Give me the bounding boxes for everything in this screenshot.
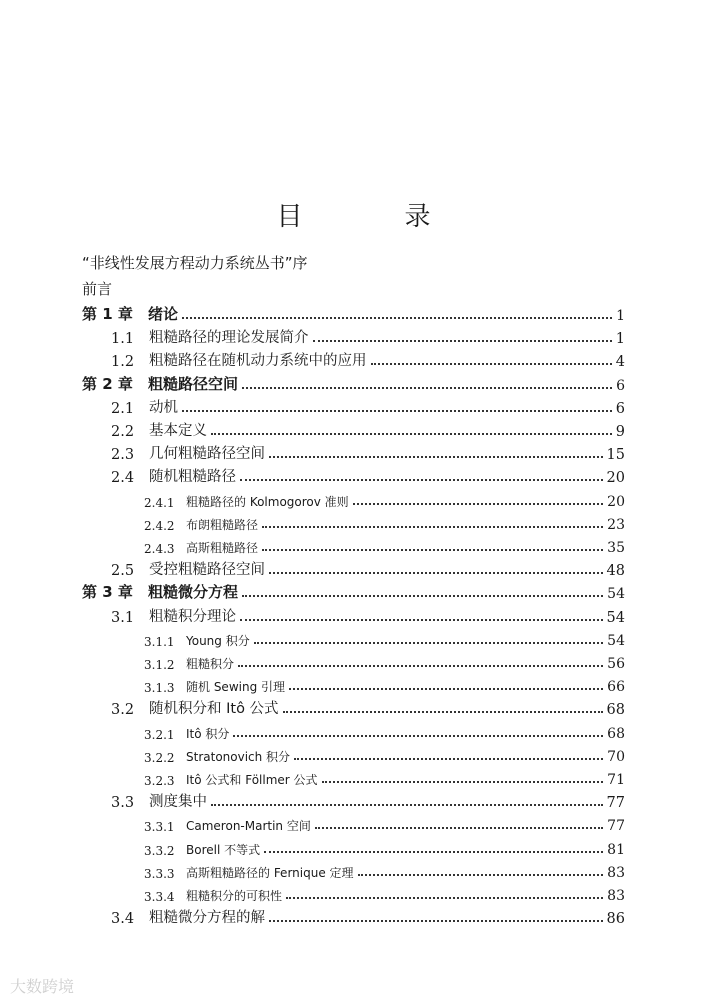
dot-leader bbox=[264, 850, 603, 853]
dot-leader bbox=[238, 664, 603, 667]
dot-leader bbox=[240, 478, 603, 481]
toc-entry-title: 测度集中 bbox=[149, 794, 207, 811]
toc-entry-sub[interactable] bbox=[0, 488, 625, 510]
toc-entry-page-number: 54 bbox=[607, 586, 625, 603]
toc-entry-title: Borell 不等式 bbox=[186, 842, 261, 857]
toc-entry-number: 2.4.1 bbox=[144, 495, 175, 510]
toc-entry-page-number: 6 bbox=[616, 377, 625, 394]
toc-entry-number: 3.1.1 bbox=[144, 634, 175, 649]
toc-entry-title: 高斯粗糙路径的 Fernique 定理 bbox=[186, 865, 354, 880]
toc-entry-title: 粗糙积分的可积性 bbox=[186, 889, 283, 903]
dot-leader bbox=[353, 502, 603, 505]
toc-entry-number: 3.1.3 bbox=[144, 681, 175, 696]
toc-entry-number: 3.1 bbox=[111, 609, 135, 626]
toc-entry-page-number: 77 bbox=[606, 795, 625, 812]
dot-leader bbox=[313, 339, 612, 342]
toc-entry-title: 粗糙微分方程的解 bbox=[149, 910, 265, 927]
toc-entry-sub[interactable] bbox=[0, 673, 625, 695]
dot-leader bbox=[289, 687, 603, 690]
toc-entry-sub[interactable] bbox=[0, 534, 625, 556]
dot-leader bbox=[262, 525, 603, 528]
toc-entry-number: 2.5 bbox=[111, 563, 135, 580]
toc-entry-number: 2.4.2 bbox=[144, 518, 175, 533]
toc-entry-page-number: 1 bbox=[616, 308, 625, 324]
toc-entry-sub[interactable] bbox=[0, 836, 625, 858]
toc-entry-sub[interactable] bbox=[0, 720, 625, 742]
toc-entry-title: 随机粗糙路径 bbox=[149, 469, 236, 486]
toc-entry-page-number: 35 bbox=[607, 540, 625, 556]
toc-entry-page-number: 86 bbox=[606, 911, 625, 928]
dot-leader bbox=[254, 641, 603, 644]
toc-entry-number: 2.2 bbox=[111, 424, 135, 440]
dot-leader bbox=[294, 757, 603, 760]
toc-entry-title: 几何粗糙路径空间 bbox=[149, 446, 265, 463]
toc-entry-number: 2.4.3 bbox=[144, 542, 175, 556]
toc-entry-page-number: 77 bbox=[607, 818, 625, 835]
toc-entry-page-number: 66 bbox=[607, 679, 625, 696]
toc-entry-number: 2.3 bbox=[111, 447, 135, 464]
toc-entry-number: 2.4 bbox=[111, 470, 135, 487]
dot-leader bbox=[262, 548, 603, 551]
toc-entry-number: 3.3.4 bbox=[144, 890, 175, 904]
dot-leader bbox=[286, 896, 603, 899]
toc-entry-sub[interactable] bbox=[0, 812, 625, 834]
dot-leader bbox=[242, 386, 612, 389]
toc-entry-number: 3.2.1 bbox=[144, 727, 175, 742]
toc-entry-section[interactable] bbox=[0, 557, 625, 579]
toc-entry-number: 3.2.2 bbox=[144, 750, 175, 765]
toc-entry-number: 3.1.2 bbox=[144, 658, 175, 672]
dot-leader bbox=[269, 455, 603, 458]
dot-leader bbox=[240, 618, 603, 621]
dot-leader bbox=[242, 594, 603, 597]
toc-entry-title: Itô 积分 bbox=[186, 726, 230, 741]
toc-entry-sub[interactable] bbox=[0, 882, 625, 904]
dot-leader bbox=[358, 873, 604, 876]
toc-entry-title: 粗糙微分方程 bbox=[148, 583, 239, 602]
toc-entry-page-number: 83 bbox=[607, 864, 625, 881]
toc-entry-page-number: 71 bbox=[607, 772, 625, 788]
toc-entry-sub[interactable] bbox=[0, 511, 625, 533]
toc-entry-chapter[interactable] bbox=[0, 372, 625, 394]
toc-entry-page-number: 48 bbox=[606, 563, 625, 580]
toc-entry-page-number: 70 bbox=[607, 748, 625, 765]
toc-entry-title: 粗糙路径空间 bbox=[148, 374, 239, 393]
toc-entry-section[interactable] bbox=[0, 696, 625, 718]
toc-entry-title: 随机 Sewing 引理 bbox=[186, 680, 286, 695]
toc-entry-title: 粗糙积分理论 bbox=[149, 608, 236, 625]
toc-entry-number: 第 3 章 bbox=[82, 583, 133, 602]
toc-entry-title: Cameron-Martin 空间 bbox=[186, 819, 311, 834]
toc-entry-number: 第 1 章 bbox=[82, 305, 133, 323]
toc-entry-number: 3.4 bbox=[111, 911, 135, 928]
toc-entry-number: 3.2 bbox=[111, 702, 135, 719]
toc-entry-sub[interactable] bbox=[0, 743, 625, 765]
dot-leader bbox=[211, 432, 612, 435]
toc-entry-title: 高斯粗糙路径 bbox=[186, 541, 259, 555]
dot-leader bbox=[322, 780, 604, 783]
toc-entry-section[interactable] bbox=[0, 441, 625, 463]
toc-entry-title: Itô 公式和 Föllmer 公式 bbox=[186, 773, 318, 787]
toc-entry-number: 3.3.2 bbox=[144, 843, 175, 858]
toc-entry-page-number: 20 bbox=[606, 470, 625, 487]
toc-entry-sub[interactable] bbox=[0, 766, 625, 788]
dot-leader bbox=[269, 919, 603, 922]
toc-entry-section[interactable] bbox=[0, 464, 625, 486]
toc-entry-title: 粗糙路径的 Kolmogorov 准则 bbox=[186, 494, 349, 509]
page-title: 目 录 bbox=[276, 202, 469, 232]
toc-entry-title: 布朗粗糙路径 bbox=[186, 517, 259, 532]
dot-leader bbox=[182, 409, 612, 412]
toc-entry-number: 3.2.3 bbox=[144, 774, 175, 788]
toc-entry-section[interactable] bbox=[0, 325, 625, 347]
toc-entry-number: 3.3 bbox=[111, 795, 135, 812]
toc-entry-page-number: 6 bbox=[615, 400, 625, 417]
toc-entry-section[interactable] bbox=[0, 905, 625, 927]
toc-entry-page-number: 68 bbox=[606, 702, 625, 719]
toc-entry-number: 1.2 bbox=[111, 354, 135, 371]
toc-entry-title: 基本定义 bbox=[149, 423, 207, 439]
toc-entry-section[interactable] bbox=[0, 348, 625, 370]
toc-entry-section[interactable] bbox=[0, 604, 625, 626]
toc-entry-section[interactable] bbox=[0, 395, 625, 417]
toc-entry-sub[interactable] bbox=[0, 627, 625, 649]
watermark: 大数跨境 bbox=[10, 977, 75, 996]
toc-entry-sub[interactable] bbox=[0, 859, 625, 881]
toc-entry-page-number: 4 bbox=[615, 354, 625, 371]
dot-leader bbox=[371, 362, 612, 365]
toc-entry-page-number: 83 bbox=[607, 888, 625, 904]
toc-entry-number: 2.1 bbox=[111, 400, 135, 417]
dot-leader bbox=[269, 571, 603, 574]
toc-entry-sub[interactable] bbox=[0, 650, 625, 672]
toc-entry-page-number: 15 bbox=[606, 447, 625, 464]
toc-entry-page-number: 1 bbox=[615, 331, 625, 348]
toc-entry-page-number: 56 bbox=[607, 656, 625, 672]
preface-entry[interactable]: 前言 bbox=[82, 280, 113, 298]
toc-entry-page-number: 9 bbox=[615, 424, 625, 440]
toc-entry-title: Stratonovich 积分 bbox=[186, 749, 291, 764]
toc-entry-title: 粗糙积分 bbox=[186, 657, 235, 671]
toc-entry-page-number: 68 bbox=[607, 725, 625, 742]
toc-entry-title: 随机积分和 Itô 公式 bbox=[149, 701, 279, 718]
toc-entry-page-number: 20 bbox=[607, 493, 625, 510]
toc-entry-title: 动机 bbox=[149, 399, 178, 416]
toc-entry-number: 3.3.3 bbox=[144, 866, 175, 881]
toc-entry-number: 第 2 章 bbox=[82, 374, 133, 393]
toc-entry-title: 粗糙路径的理论发展简介 bbox=[149, 330, 309, 347]
dot-leader bbox=[233, 734, 603, 737]
toc-entry-page-number: 54 bbox=[607, 632, 625, 649]
dot-leader bbox=[182, 316, 612, 319]
toc-entry-chapter[interactable] bbox=[0, 302, 625, 324]
dot-leader bbox=[211, 803, 603, 806]
toc-entry-title: 受控粗糙路径空间 bbox=[149, 562, 265, 579]
toc-entry-number: 1.1 bbox=[111, 331, 135, 348]
series-preface-entry[interactable]: “非线性发展方程动力系统丛书”序 bbox=[82, 254, 308, 272]
toc-entry-page-number: 54 bbox=[606, 609, 625, 626]
dot-leader bbox=[283, 710, 603, 713]
toc-entry-section[interactable] bbox=[0, 789, 625, 811]
dot-leader bbox=[315, 826, 603, 829]
toc-entry-title: Young 积分 bbox=[186, 633, 250, 648]
toc-entry-chapter[interactable] bbox=[0, 580, 625, 602]
toc-entry-title: 绪论 bbox=[148, 305, 179, 323]
toc-entry-title: 粗糙路径在随机动力系统中的应用 bbox=[149, 353, 367, 370]
toc-entry-section[interactable] bbox=[0, 418, 625, 440]
toc-entry-number: 3.3.1 bbox=[144, 820, 175, 835]
toc-entry-page-number: 23 bbox=[607, 516, 625, 533]
toc-entry-page-number: 81 bbox=[607, 841, 625, 858]
